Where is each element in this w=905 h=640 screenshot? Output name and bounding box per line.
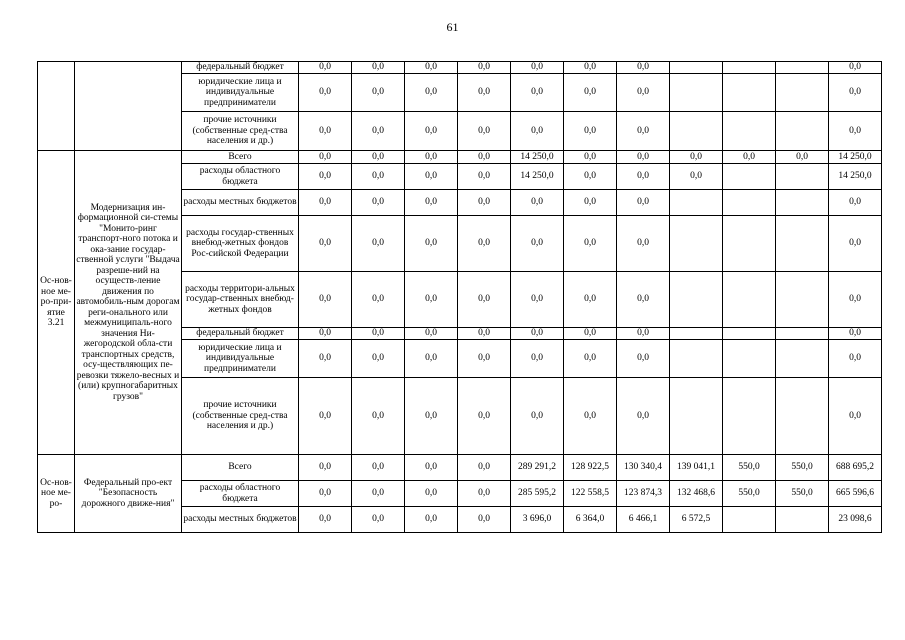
value-cell: 0,0 xyxy=(511,272,564,328)
value-cell: 14 250,0 xyxy=(829,151,882,164)
value-cell: 0,0 xyxy=(405,216,458,272)
value-cell: 14 250,0 xyxy=(511,164,564,190)
value-cell: 0,0 xyxy=(405,164,458,190)
value-cell: 0,0 xyxy=(829,112,882,151)
value-cell: 0,0 xyxy=(617,378,670,455)
funding-source-cell: расходы областного бюджета xyxy=(182,481,299,507)
value-cell: 0,0 xyxy=(511,190,564,216)
value-cell: 0,0 xyxy=(299,74,352,112)
value-cell: 123 874,3 xyxy=(617,481,670,507)
value-cell xyxy=(723,378,776,455)
value-cell xyxy=(776,74,829,112)
value-cell: 0,0 xyxy=(564,164,617,190)
value-cell: 0,0 xyxy=(511,378,564,455)
value-cell xyxy=(776,340,829,378)
value-cell: 0,0 xyxy=(458,151,511,164)
value-cell xyxy=(723,216,776,272)
value-cell: 0,0 xyxy=(829,190,882,216)
value-cell xyxy=(723,328,776,340)
value-cell: 0,0 xyxy=(617,216,670,272)
value-cell: 0,0 xyxy=(405,151,458,164)
measure-cell: Ос-нов-ное ме-ро-при-ятие 3.21 xyxy=(38,151,75,455)
measure-cell xyxy=(38,62,75,151)
value-cell: 132 468,6 xyxy=(670,481,723,507)
value-cell xyxy=(776,328,829,340)
value-cell: 0,0 xyxy=(299,151,352,164)
value-cell: 0,0 xyxy=(564,216,617,272)
value-cell xyxy=(723,164,776,190)
value-cell: 0,0 xyxy=(511,62,564,74)
value-cell: 0,0 xyxy=(829,216,882,272)
value-cell: 0,0 xyxy=(405,328,458,340)
value-cell: 0,0 xyxy=(352,481,405,507)
measure-name-cell: Модернизация ин-формационной си-стемы "Монито-ринг транспорт-ного потока и ока-зание государ-ственной услуги "Выдача разреше-ний на осуществ-ление движения по автомобиль-ным дорогам реги-онального или межмуниципаль-ного значения Ни-жегородской обла-сти транспортных средств, осу-ществляющих пе-ревозки тяжело-весных и (или) крупногабаритных грузов" xyxy=(75,151,182,455)
value-cell: 0,0 xyxy=(829,378,882,455)
value-cell: 0,0 xyxy=(352,216,405,272)
value-cell xyxy=(723,190,776,216)
value-cell xyxy=(776,112,829,151)
value-cell: 0,0 xyxy=(564,74,617,112)
value-cell: 0,0 xyxy=(458,74,511,112)
value-cell: 0,0 xyxy=(617,190,670,216)
funding-source-cell: Всего xyxy=(182,455,299,481)
value-cell: 0,0 xyxy=(299,272,352,328)
value-cell: 0,0 xyxy=(617,340,670,378)
measure-name-cell: Федеральный про-ект "Безопасность дорожного движе-ния" xyxy=(75,455,182,533)
value-cell: 14 250,0 xyxy=(511,151,564,164)
value-cell: 0,0 xyxy=(511,340,564,378)
value-cell: 14 250,0 xyxy=(829,164,882,190)
value-cell: 0,0 xyxy=(511,328,564,340)
funding-source-cell: Всего xyxy=(182,151,299,164)
value-cell: 0,0 xyxy=(564,340,617,378)
value-cell: 0,0 xyxy=(352,272,405,328)
value-cell xyxy=(776,164,829,190)
value-cell: 0,0 xyxy=(352,340,405,378)
value-cell xyxy=(670,378,723,455)
value-cell: 0,0 xyxy=(617,62,670,74)
value-cell xyxy=(723,272,776,328)
value-cell xyxy=(776,378,829,455)
funding-source-cell: прочие источники (собственные сред-ства населения и др.) xyxy=(182,378,299,455)
value-cell: 0,0 xyxy=(511,216,564,272)
value-cell: 0,0 xyxy=(299,190,352,216)
value-cell: 0,0 xyxy=(829,340,882,378)
value-cell: 6 466,1 xyxy=(617,507,670,533)
value-cell xyxy=(670,190,723,216)
value-cell: 0,0 xyxy=(352,328,405,340)
value-cell xyxy=(670,272,723,328)
value-cell: 0,0 xyxy=(458,216,511,272)
value-cell: 0,0 xyxy=(352,164,405,190)
value-cell: 0,0 xyxy=(405,62,458,74)
value-cell xyxy=(723,507,776,533)
value-cell: 289 291,2 xyxy=(511,455,564,481)
value-cell xyxy=(723,62,776,74)
value-cell: 688 695,2 xyxy=(829,455,882,481)
value-cell: 0,0 xyxy=(352,151,405,164)
value-cell: 0,0 xyxy=(299,340,352,378)
value-cell: 0,0 xyxy=(617,164,670,190)
value-cell: 0,0 xyxy=(458,507,511,533)
value-cell: 0,0 xyxy=(829,328,882,340)
funding-source-cell: расходы местных бюджетов xyxy=(182,190,299,216)
value-cell: 0,0 xyxy=(405,507,458,533)
value-cell: 0,0 xyxy=(670,151,723,164)
funding-source-cell: расходы областного бюджета xyxy=(182,164,299,190)
value-cell: 0,0 xyxy=(829,272,882,328)
value-cell: 0,0 xyxy=(405,190,458,216)
value-cell xyxy=(723,340,776,378)
value-cell: 0,0 xyxy=(564,151,617,164)
value-cell: 0,0 xyxy=(405,378,458,455)
value-cell: 550,0 xyxy=(776,455,829,481)
value-cell: 0,0 xyxy=(299,112,352,151)
funding-source-cell: юридические лица и индивидуальные предприниматели xyxy=(182,340,299,378)
value-cell: 665 596,6 xyxy=(829,481,882,507)
value-cell: 23 098,6 xyxy=(829,507,882,533)
table-row xyxy=(38,455,882,481)
value-cell: 0,0 xyxy=(617,151,670,164)
value-cell: 550,0 xyxy=(723,455,776,481)
value-cell: 0,0 xyxy=(617,74,670,112)
value-cell: 0,0 xyxy=(829,62,882,74)
value-cell: 128 922,5 xyxy=(564,455,617,481)
value-cell xyxy=(670,112,723,151)
value-cell: 0,0 xyxy=(776,151,829,164)
value-cell: 0,0 xyxy=(352,112,405,151)
page-number: 61 xyxy=(446,20,459,34)
value-cell xyxy=(670,216,723,272)
value-cell: 0,0 xyxy=(458,62,511,74)
value-cell: 0,0 xyxy=(352,190,405,216)
value-cell: 550,0 xyxy=(776,481,829,507)
value-cell: 0,0 xyxy=(511,74,564,112)
value-cell xyxy=(670,340,723,378)
value-cell: 0,0 xyxy=(299,328,352,340)
value-cell: 0,0 xyxy=(352,62,405,74)
table-row xyxy=(38,151,882,164)
value-cell: 0,0 xyxy=(299,62,352,74)
funding-source-cell: федеральный бюджет xyxy=(182,328,299,340)
value-cell: 0,0 xyxy=(617,112,670,151)
value-cell: 0,0 xyxy=(564,62,617,74)
value-cell: 0,0 xyxy=(723,151,776,164)
value-cell: 0,0 xyxy=(405,481,458,507)
value-cell: 0,0 xyxy=(564,112,617,151)
value-cell: 550,0 xyxy=(723,481,776,507)
value-cell: 0,0 xyxy=(511,112,564,151)
value-cell xyxy=(776,507,829,533)
value-cell: 0,0 xyxy=(405,455,458,481)
measure-cell: Ос-нов-ное ме-ро- xyxy=(38,455,75,533)
value-cell xyxy=(670,62,723,74)
value-cell: 0,0 xyxy=(352,455,405,481)
value-cell: 0,0 xyxy=(617,328,670,340)
value-cell: 0,0 xyxy=(617,272,670,328)
value-cell xyxy=(776,62,829,74)
value-cell: 0,0 xyxy=(352,507,405,533)
value-cell xyxy=(723,74,776,112)
funding-source-cell: расходы местных бюджетов xyxy=(182,507,299,533)
value-cell: 6 364,0 xyxy=(564,507,617,533)
value-cell: 0,0 xyxy=(458,164,511,190)
value-cell: 0,0 xyxy=(405,340,458,378)
funding-source-cell: прочие источники (собственные сред-ства населения и др.) xyxy=(182,112,299,151)
value-cell xyxy=(776,272,829,328)
value-cell xyxy=(670,74,723,112)
value-cell: 0,0 xyxy=(564,328,617,340)
value-cell: 130 340,4 xyxy=(617,455,670,481)
value-cell: 0,0 xyxy=(670,164,723,190)
value-cell: 0,0 xyxy=(352,74,405,112)
value-cell: 0,0 xyxy=(564,272,617,328)
table-row xyxy=(38,62,882,74)
value-cell: 0,0 xyxy=(299,455,352,481)
value-cell: 0,0 xyxy=(458,340,511,378)
value-cell: 0,0 xyxy=(458,190,511,216)
value-cell: 0,0 xyxy=(299,481,352,507)
value-cell: 0,0 xyxy=(299,378,352,455)
value-cell: 285 595,2 xyxy=(511,481,564,507)
value-cell: 0,0 xyxy=(829,74,882,112)
value-cell: 0,0 xyxy=(299,216,352,272)
funding-source-cell: расходы государ-ственных внебюд-жетных фондов Рос-сийской Федерации xyxy=(182,216,299,272)
value-cell: 0,0 xyxy=(564,378,617,455)
value-cell: 0,0 xyxy=(458,112,511,151)
value-cell: 3 696,0 xyxy=(511,507,564,533)
value-cell: 0,0 xyxy=(458,481,511,507)
value-cell: 0,0 xyxy=(299,507,352,533)
value-cell: 0,0 xyxy=(564,190,617,216)
funding-source-cell: юридические лица и индивидуальные предприниматели xyxy=(182,74,299,112)
value-cell: 0,0 xyxy=(352,378,405,455)
measure-name-cell xyxy=(75,62,182,151)
value-cell: 0,0 xyxy=(458,272,511,328)
value-cell: 122 558,5 xyxy=(564,481,617,507)
value-cell: 0,0 xyxy=(405,74,458,112)
value-cell xyxy=(723,112,776,151)
value-cell xyxy=(776,190,829,216)
value-cell: 0,0 xyxy=(458,328,511,340)
value-cell: 0,0 xyxy=(405,272,458,328)
funding-source-cell: федеральный бюджет xyxy=(182,62,299,74)
budget-table xyxy=(37,61,882,533)
funding-source-cell: расходы территори-альных государ-ственных внебюд-жетных фондов xyxy=(182,272,299,328)
value-cell: 0,0 xyxy=(458,378,511,455)
value-cell: 0,0 xyxy=(458,455,511,481)
value-cell: 0,0 xyxy=(405,112,458,151)
value-cell: 6 572,5 xyxy=(670,507,723,533)
value-cell xyxy=(776,216,829,272)
value-cell: 0,0 xyxy=(299,164,352,190)
value-cell xyxy=(670,328,723,340)
value-cell: 139 041,1 xyxy=(670,455,723,481)
